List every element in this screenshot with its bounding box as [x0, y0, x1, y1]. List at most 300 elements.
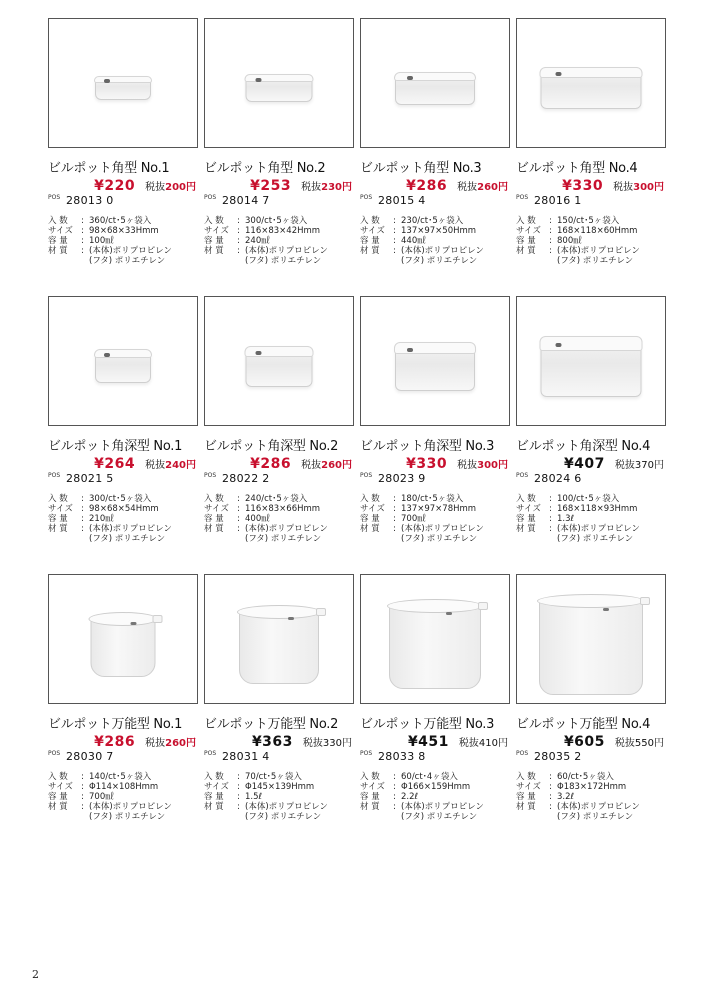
- spec-separator: :: [81, 792, 84, 802]
- spec-separator-blank: [81, 534, 89, 544]
- spec-quantity: [516, 216, 666, 226]
- spec-value: (フタ) ポリエチレン: [401, 812, 478, 822]
- spec-separator: :: [237, 504, 240, 514]
- spec-material: [516, 524, 666, 534]
- spec-list: [48, 216, 198, 266]
- spec-key: サイズ: [204, 226, 229, 236]
- price-excl-tax: [615, 456, 664, 471]
- tax-value: 300円: [477, 460, 508, 471]
- spec-key: 容 量: [204, 514, 224, 524]
- spec-separator: :: [237, 792, 240, 802]
- pos-code: 28015 4: [378, 194, 426, 207]
- spec-value: 210㎖: [89, 514, 114, 524]
- spec-separator: :: [549, 216, 552, 226]
- pos-code: 28021 5: [66, 472, 114, 485]
- spec-material-lid: [516, 256, 666, 266]
- spec-material: [516, 246, 666, 256]
- spec-material-lid: [360, 256, 510, 266]
- spec-material: [48, 802, 198, 812]
- spec-value: (本体)ポリプロピレン: [245, 802, 328, 812]
- spec-size: [360, 226, 510, 236]
- spec-value: 137×97×50Hmm: [401, 226, 477, 236]
- spec-key-blank: [204, 534, 237, 544]
- spec-separator: :: [81, 772, 84, 782]
- pos-line: [204, 472, 354, 488]
- pos-label: POS: [48, 472, 61, 479]
- spec-separator: :: [81, 802, 84, 812]
- spec-separator: :: [393, 782, 396, 792]
- spec-separator: :: [237, 782, 240, 792]
- product-name: ビルポット万能型 No.4: [516, 717, 651, 732]
- product-photo: [360, 296, 510, 426]
- pos-label: POS: [360, 194, 373, 201]
- spec-separator: :: [393, 792, 396, 802]
- spec-key: 容 量: [48, 514, 68, 524]
- spec-key: 入 数: [204, 494, 224, 504]
- container-image: [246, 74, 313, 102]
- pos-line: [48, 472, 198, 488]
- spec-value: Φ145×139Hmm: [245, 782, 315, 792]
- spec-material-lid: [204, 256, 354, 266]
- tax-value: 240円: [165, 460, 196, 471]
- container-cup-image: [539, 598, 643, 695]
- deep-container-image: [95, 349, 151, 383]
- product-card: [48, 18, 198, 266]
- spec-value: (フタ) ポリエチレン: [245, 812, 322, 822]
- tax-value: 550円: [634, 738, 664, 749]
- spec-size: [516, 782, 666, 792]
- product-name: ビルポット万能型 No.1: [48, 717, 183, 732]
- price-excl-tax: [301, 178, 352, 193]
- product-name: ビルポット角深型 No.4: [516, 439, 651, 454]
- spec-material-lid: [48, 534, 198, 544]
- pos-code: 28022 2: [222, 472, 270, 485]
- pos-label: POS: [204, 750, 217, 757]
- spec-value: 180/ct･5ヶ袋入: [401, 494, 464, 504]
- spec-value: (フタ) ポリエチレン: [245, 256, 322, 266]
- spec-value: 98×68×33Hmm: [89, 226, 159, 236]
- spec-key-blank: [516, 256, 549, 266]
- logo-mark: [131, 622, 137, 625]
- container-image: [95, 76, 151, 100]
- spec-quantity: [516, 494, 666, 504]
- spec-separator: :: [393, 494, 396, 504]
- pos-label: POS: [204, 472, 217, 479]
- spec-list: [204, 772, 354, 822]
- logo-mark: [446, 612, 452, 615]
- spec-capacity: [204, 514, 354, 524]
- spec-separator: :: [549, 504, 552, 514]
- spec-key: 容 量: [360, 514, 380, 524]
- spec-key: サイズ: [360, 226, 385, 236]
- tax-label: 税抜: [145, 738, 166, 749]
- tax-value: 230円: [321, 182, 352, 193]
- spec-size: [204, 782, 354, 792]
- spec-quantity: [204, 772, 354, 782]
- pos-line: [360, 750, 510, 766]
- spec-key: 入 数: [360, 772, 380, 782]
- product-name: ビルポット角深型 No.2: [204, 439, 339, 454]
- page-number: 2: [32, 968, 39, 981]
- spec-value: 116×83×66Hmm: [245, 504, 321, 514]
- spec-value: (フタ) ポリエチレン: [557, 256, 634, 266]
- spec-value: (フタ) ポリエチレン: [557, 812, 634, 822]
- spec-value: 100/ct･5ヶ袋入: [557, 494, 620, 504]
- spec-value: (フタ) ポリエチレン: [401, 256, 478, 266]
- tax-value: 410円: [478, 738, 508, 749]
- spec-quantity: [204, 216, 354, 226]
- spec-material-lid: [204, 812, 354, 822]
- spec-key-blank: [360, 534, 393, 544]
- spec-value: 140/ct･5ヶ袋入: [89, 772, 152, 782]
- spec-separator: :: [393, 226, 396, 236]
- price-incl-tax: ¥286: [94, 734, 136, 750]
- product-name: ビルポット角型 No.2: [204, 161, 326, 176]
- product-photo: [204, 574, 354, 704]
- price-excl-tax: [303, 734, 352, 749]
- spec-capacity: [516, 236, 666, 246]
- pos-line: [204, 750, 354, 766]
- tax-label: 税抜: [301, 182, 322, 193]
- product-card: [204, 18, 354, 266]
- spec-separator: :: [81, 782, 84, 792]
- price-excl-tax: [145, 734, 196, 749]
- tax-value: 330円: [322, 738, 352, 749]
- spec-list: [516, 216, 666, 266]
- tax-value: 300円: [633, 182, 664, 193]
- product-name: ビルポット角型 No.1: [48, 161, 170, 176]
- spec-value: 116×83×42Hmm: [245, 226, 321, 236]
- spec-separator: :: [237, 236, 240, 246]
- spec-key: 材 質: [48, 802, 68, 812]
- spec-size: [516, 226, 666, 236]
- pos-line: [204, 194, 354, 210]
- container-cup-image: [239, 609, 319, 684]
- spec-value: Φ183×172Hmm: [557, 782, 627, 792]
- spec-size: [204, 226, 354, 236]
- logo-mark: [407, 76, 413, 80]
- price-excl-tax: [459, 734, 508, 749]
- spec-list: [516, 772, 666, 822]
- spec-value: 800㎖: [557, 236, 582, 246]
- product-row: [48, 18, 662, 266]
- spec-separator: :: [81, 236, 84, 246]
- spec-key-blank: [360, 812, 393, 822]
- pos-label: POS: [48, 750, 61, 757]
- spec-value: (フタ) ポリエチレン: [89, 534, 166, 544]
- pos-label: POS: [516, 472, 529, 479]
- spec-key: 材 質: [360, 524, 380, 534]
- spec-capacity: [516, 514, 666, 524]
- pos-label: POS: [204, 194, 217, 201]
- spec-value: (本体)ポリプロピレン: [557, 524, 640, 534]
- deep-container-image: [395, 342, 475, 391]
- spec-separator: :: [237, 524, 240, 534]
- spec-key-blank: [48, 256, 81, 266]
- pos-code: 28035 2: [534, 750, 582, 763]
- tax-value: 370円: [634, 460, 664, 471]
- spec-separator: :: [549, 246, 552, 256]
- spec-value: 440㎖: [401, 236, 426, 246]
- product-photo: [516, 574, 666, 704]
- product-card: [516, 574, 666, 822]
- spec-value: (フタ) ポリエチレン: [89, 812, 166, 822]
- spec-key-blank: [48, 534, 81, 544]
- price-incl-tax: ¥363: [251, 734, 293, 750]
- price-excl-tax: [457, 178, 508, 193]
- pos-code: 28033 8: [378, 750, 426, 763]
- product-photo: [360, 18, 510, 148]
- spec-value: (本体)ポリプロピレン: [557, 802, 640, 812]
- pos-code: 28030 7: [66, 750, 114, 763]
- spec-separator: :: [237, 802, 240, 812]
- lid-tab: [478, 602, 488, 610]
- spec-separator-blank: [549, 812, 557, 822]
- tax-value: 260円: [321, 460, 352, 471]
- pos-code: 28024 6: [534, 472, 582, 485]
- spec-value: 1.5ℓ: [245, 792, 263, 802]
- spec-key: 容 量: [360, 792, 380, 802]
- spec-separator: :: [549, 802, 552, 812]
- price-incl-tax: ¥407: [563, 456, 605, 472]
- product-card: [204, 296, 354, 544]
- spec-material: [360, 802, 510, 812]
- spec-separator: :: [393, 236, 396, 246]
- product-card: [48, 296, 198, 544]
- spec-separator: :: [393, 524, 396, 534]
- logo-mark: [407, 348, 413, 352]
- spec-separator: :: [549, 494, 552, 504]
- spec-capacity: [360, 514, 510, 524]
- spec-value: 137×97×78Hmm: [401, 504, 477, 514]
- spec-capacity: [48, 514, 198, 524]
- spec-key: サイズ: [48, 504, 73, 514]
- spec-separator-blank: [237, 256, 245, 266]
- spec-value: 100㎖: [89, 236, 114, 246]
- spec-separator: :: [81, 494, 84, 504]
- spec-material-lid: [360, 812, 510, 822]
- spec-value: 230/ct･5ヶ袋入: [401, 216, 464, 226]
- lid-tab: [316, 608, 326, 616]
- product-card: [516, 18, 666, 266]
- spec-separator-blank: [549, 256, 557, 266]
- spec-key: 材 質: [516, 524, 536, 534]
- spec-separator: :: [81, 246, 84, 256]
- spec-list: [360, 494, 510, 544]
- logo-mark: [555, 72, 561, 76]
- spec-quantity: [204, 494, 354, 504]
- spec-quantity: [360, 772, 510, 782]
- tax-label: 税抜: [145, 182, 166, 193]
- spec-material-lid: [516, 812, 666, 822]
- pos-line: [360, 194, 510, 210]
- product-photo: [516, 296, 666, 426]
- spec-key-blank: [48, 812, 81, 822]
- spec-value: 60/ct･4ヶ袋入: [401, 772, 458, 782]
- spec-separator-blank: [549, 534, 557, 544]
- pos-label: POS: [516, 750, 529, 757]
- spec-value: 2.2ℓ: [401, 792, 419, 802]
- product-grid: [48, 18, 662, 852]
- spec-key: 容 量: [516, 236, 536, 246]
- spec-key: サイズ: [48, 782, 73, 792]
- spec-separator: :: [393, 246, 396, 256]
- spec-value: 98×68×54Hmm: [89, 504, 159, 514]
- product-photo: [204, 18, 354, 148]
- spec-value: 360/ct･5ヶ袋入: [89, 216, 152, 226]
- spec-material: [204, 246, 354, 256]
- spec-value: 150/ct･5ヶ袋入: [557, 216, 620, 226]
- spec-material: [360, 524, 510, 534]
- product-photo: [48, 18, 198, 148]
- spec-separator-blank: [393, 534, 401, 544]
- spec-key: サイズ: [516, 226, 541, 236]
- spec-key: サイズ: [204, 782, 229, 792]
- spec-separator: :: [237, 494, 240, 504]
- spec-quantity: [360, 216, 510, 226]
- pos-code: 28016 1: [534, 194, 582, 207]
- spec-separator: :: [393, 504, 396, 514]
- spec-separator: :: [237, 772, 240, 782]
- spec-material-lid: [204, 534, 354, 544]
- spec-list: [48, 494, 198, 544]
- tax-label: 税抜: [457, 182, 478, 193]
- spec-separator: :: [549, 782, 552, 792]
- spec-separator: :: [237, 246, 240, 256]
- price-excl-tax: [615, 734, 664, 749]
- spec-capacity: [48, 792, 198, 802]
- price-incl-tax: ¥286: [250, 456, 292, 472]
- spec-key: 入 数: [360, 216, 380, 226]
- spec-separator: :: [549, 792, 552, 802]
- pos-label: POS: [360, 750, 373, 757]
- spec-capacity: [516, 792, 666, 802]
- logo-mark: [603, 608, 609, 611]
- spec-value: (フタ) ポリエチレン: [245, 534, 322, 544]
- tax-label: 税抜: [457, 460, 478, 471]
- spec-value: 1.3ℓ: [557, 514, 575, 524]
- spec-separator-blank: [237, 812, 245, 822]
- container-cup-image: [91, 616, 156, 677]
- spec-quantity: [48, 494, 198, 504]
- spec-value: Φ166×159Hmm: [401, 782, 471, 792]
- spec-key: 容 量: [48, 792, 68, 802]
- spec-key: 入 数: [48, 772, 68, 782]
- spec-key: 材 質: [360, 246, 380, 256]
- tax-label: 税抜: [301, 460, 322, 471]
- spec-separator-blank: [393, 256, 401, 266]
- spec-separator-blank: [237, 534, 245, 544]
- spec-separator: :: [549, 514, 552, 524]
- spec-separator: :: [237, 226, 240, 236]
- tax-label: 税抜: [458, 738, 479, 749]
- spec-key-blank: [360, 256, 393, 266]
- spec-key: 入 数: [204, 772, 224, 782]
- spec-list: [360, 772, 510, 822]
- spec-key: 材 質: [48, 246, 68, 256]
- spec-value: (本体)ポリプロピレン: [89, 524, 172, 534]
- container-image: [395, 72, 475, 105]
- deep-container-image: [246, 346, 313, 387]
- spec-value: 168×118×60Hmm: [557, 226, 638, 236]
- spec-value: 60/ct･5ヶ袋入: [557, 772, 614, 782]
- spec-key-blank: [204, 256, 237, 266]
- spec-separator: :: [81, 524, 84, 534]
- tax-value: 260円: [165, 738, 196, 749]
- pos-code: 28031 4: [222, 750, 270, 763]
- spec-value: (本体)ポリプロピレン: [557, 246, 640, 256]
- spec-value: 700㎖: [89, 792, 114, 802]
- spec-key: 材 質: [48, 524, 68, 534]
- pos-line: [516, 750, 666, 766]
- container-cup-image: [389, 603, 481, 689]
- spec-material: [360, 246, 510, 256]
- spec-capacity: [48, 236, 198, 246]
- spec-value: 240㎖: [245, 236, 270, 246]
- spec-separator: :: [81, 514, 84, 524]
- spec-value: (本体)ポリプロピレン: [89, 802, 172, 812]
- spec-value: 168×118×93Hmm: [557, 504, 638, 514]
- price-excl-tax: [145, 456, 196, 471]
- price-incl-tax: ¥330: [562, 178, 604, 194]
- spec-list: [204, 216, 354, 266]
- spec-key: 材 質: [204, 524, 224, 534]
- spec-value: (本体)ポリプロピレン: [401, 246, 484, 256]
- spec-value: (本体)ポリプロピレン: [401, 524, 484, 534]
- spec-key: 材 質: [516, 246, 536, 256]
- spec-key: 容 量: [516, 514, 536, 524]
- product-name: ビルポット角深型 No.1: [48, 439, 183, 454]
- product-name: ビルポット万能型 No.3: [360, 717, 495, 732]
- spec-capacity: [360, 792, 510, 802]
- spec-quantity: [48, 216, 198, 226]
- tax-label: 税抜: [614, 738, 635, 749]
- product-photo: [48, 296, 198, 426]
- spec-value: (フタ) ポリエチレン: [401, 534, 478, 544]
- spec-separator: :: [81, 226, 84, 236]
- spec-key: 容 量: [360, 236, 380, 246]
- price-excl-tax: [457, 456, 508, 471]
- spec-list: [516, 494, 666, 544]
- spec-key: 容 量: [516, 792, 536, 802]
- spec-value: 700㎖: [401, 514, 426, 524]
- pos-line: [516, 472, 666, 488]
- spec-key: 入 数: [48, 494, 68, 504]
- spec-material: [48, 246, 198, 256]
- pos-label: POS: [516, 194, 529, 201]
- spec-material-lid: [516, 534, 666, 544]
- price-excl-tax: [613, 178, 664, 193]
- product-name: ビルポット角深型 No.3: [360, 439, 495, 454]
- pos-code: 28023 9: [378, 472, 426, 485]
- spec-material: [204, 802, 354, 812]
- spec-separator: :: [549, 226, 552, 236]
- spec-key: サイズ: [48, 226, 73, 236]
- product-row: [48, 296, 662, 544]
- spec-separator: :: [237, 216, 240, 226]
- tax-label: 税抜: [145, 460, 166, 471]
- product-photo: [204, 296, 354, 426]
- price-incl-tax: ¥220: [94, 178, 136, 194]
- spec-separator-blank: [393, 812, 401, 822]
- spec-key-blank: [516, 812, 549, 822]
- spec-size: [516, 504, 666, 514]
- spec-capacity: [360, 236, 510, 246]
- price-incl-tax: ¥286: [406, 178, 448, 194]
- spec-capacity: [204, 236, 354, 246]
- product-card: [360, 296, 510, 544]
- tax-value: 260円: [477, 182, 508, 193]
